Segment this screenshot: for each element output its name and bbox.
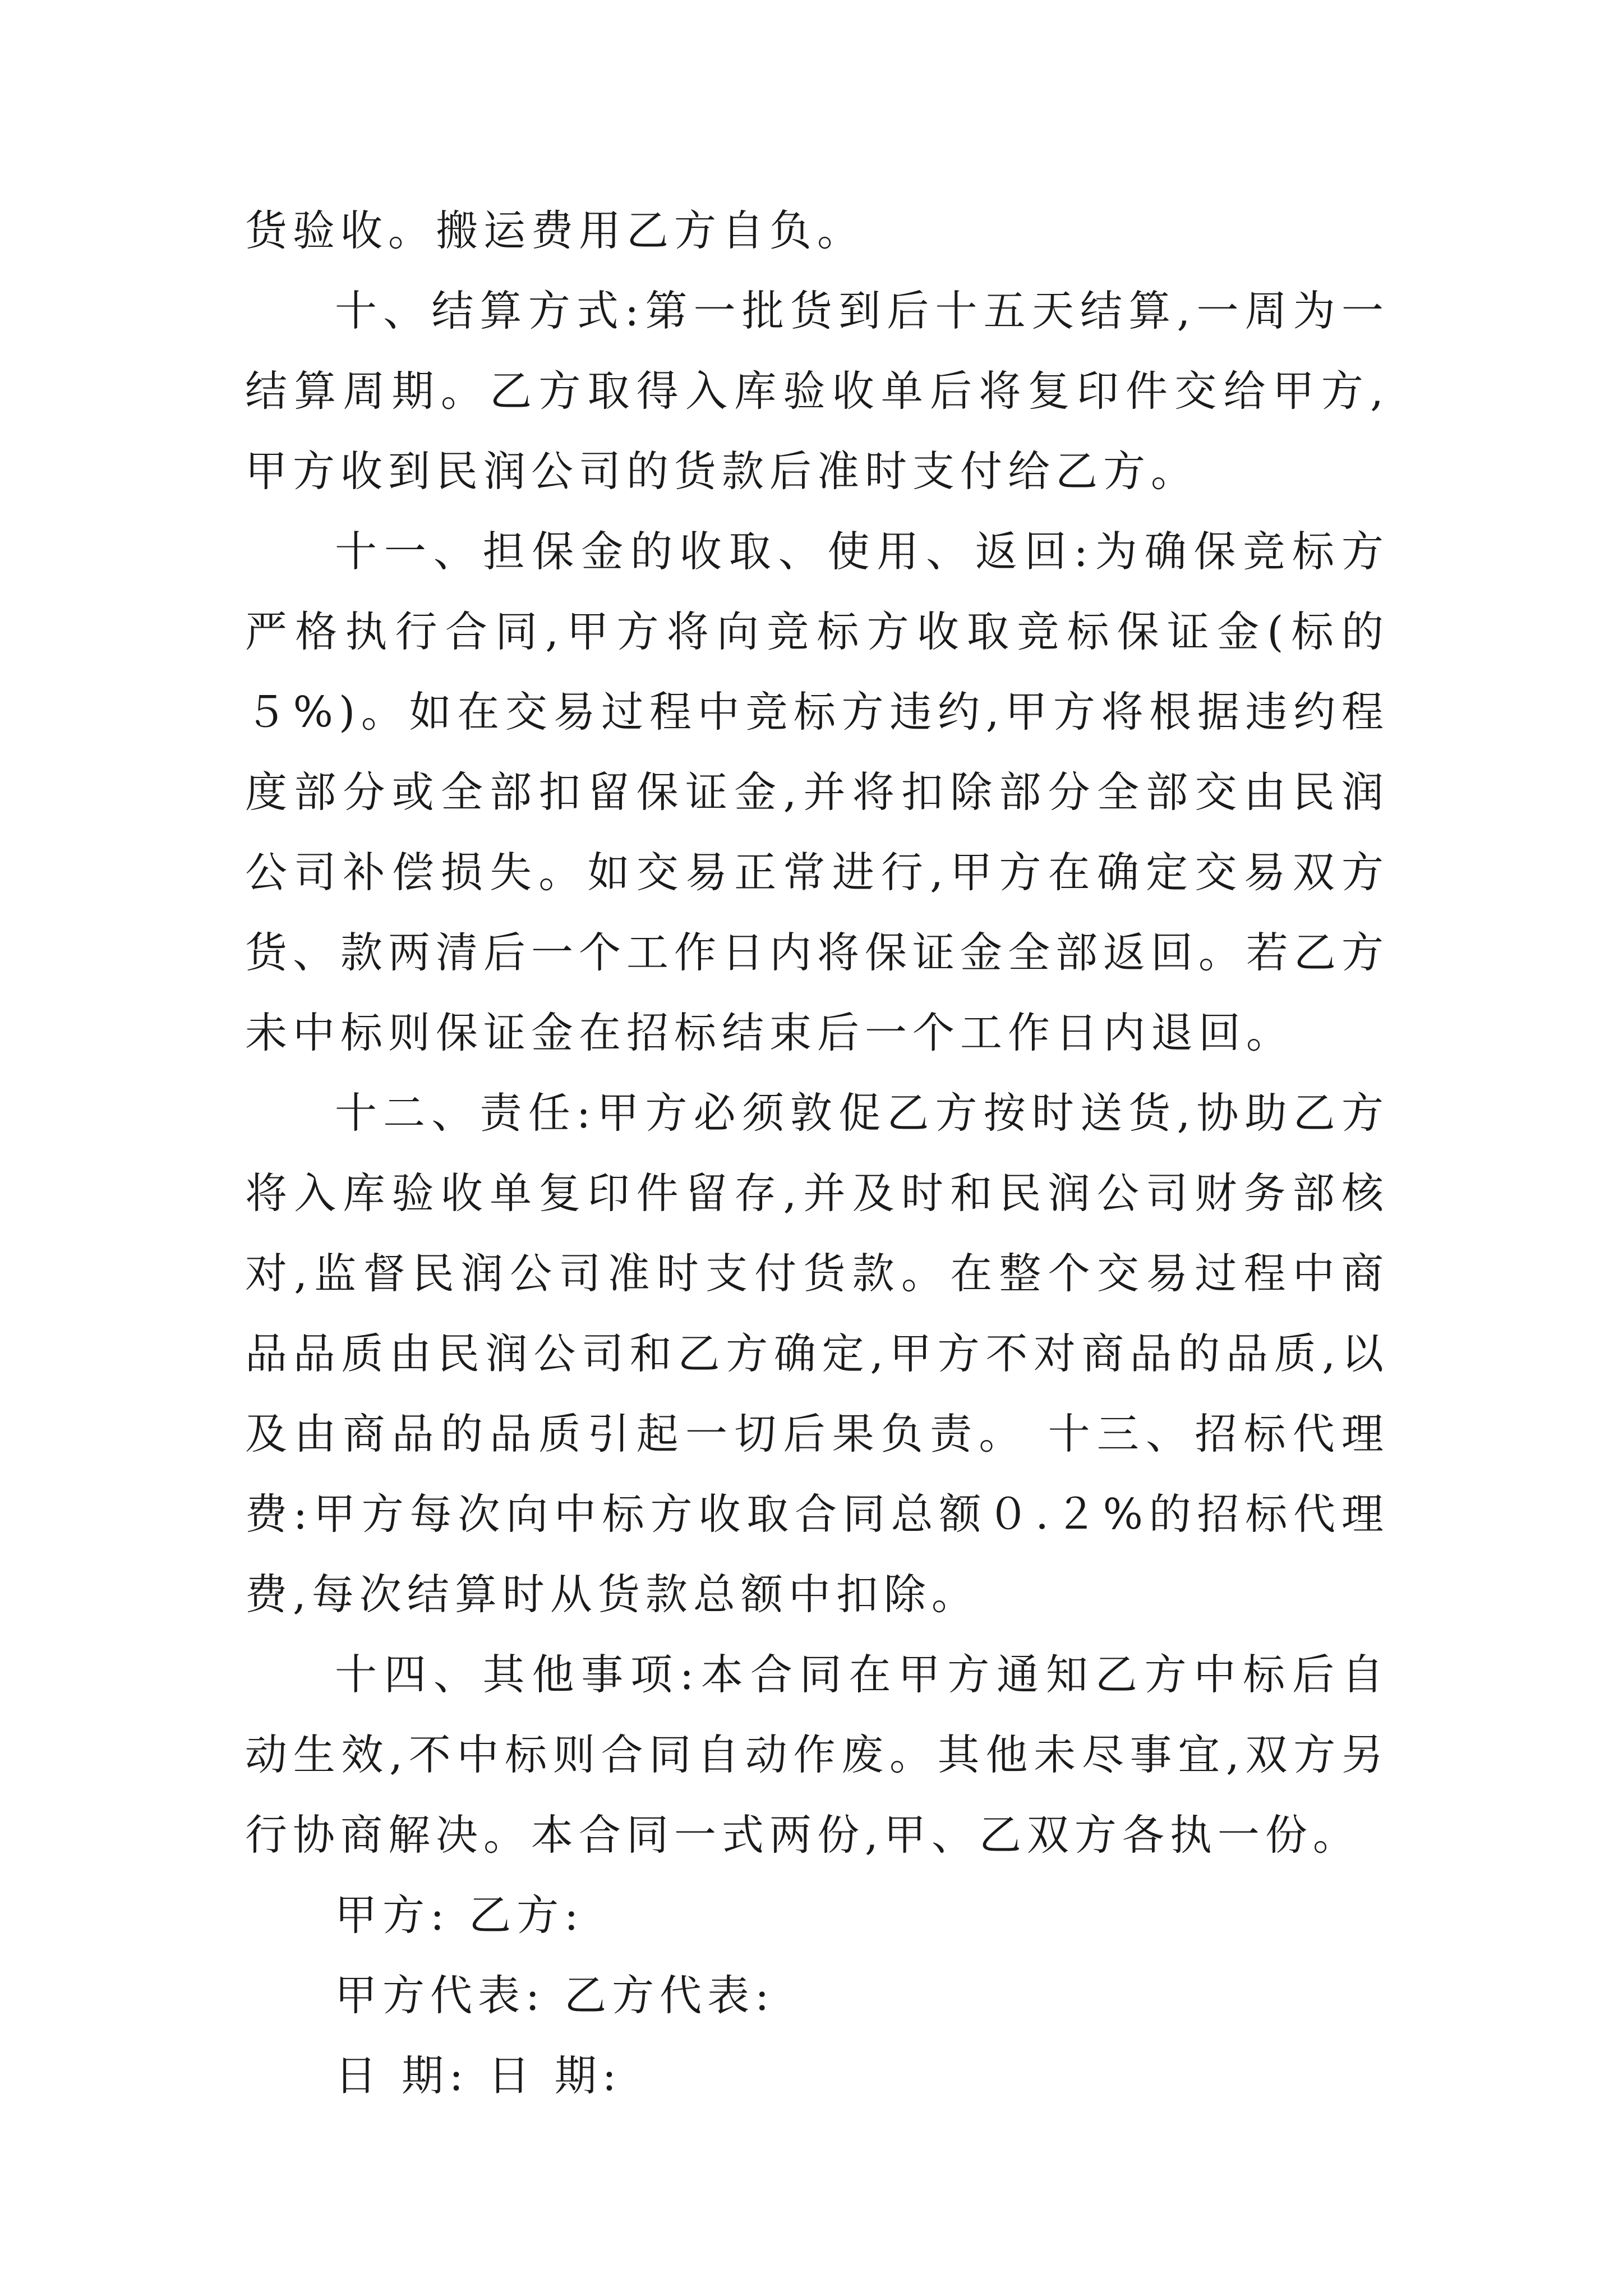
paragraph-other-matters: 十四、其他事项:本合同在甲方通知乙方中标后自动生效,不中标则合同自动作废。其他未尽事宜,双方另行协商解决。本合同一式两份,甲、乙双方各执一份。: [245, 1650, 1389, 1860]
signature-parties: 甲方: 乙方:: [335, 1890, 584, 1940]
document-body: [245, 191, 1389, 2116]
paragraph-responsibility: 十二、责任:甲方必须敦促乙方按时送货,协助乙方将入库验收单复印件留存,并及时和民润公司财务部核对,监督民润公司准时支付货款。在整个交易过程中商品品质由民润公司和乙方确定,甲方不对商品的品质,以及由商品的品质引起一切后果负责。 十三、招标代理费:甲方每次向中标方收取合同总额０.２%的招标代理费,每次结算时从货款总额中扣除。: [245, 1088, 1389, 1619]
paragraph-settlement: 十、结算方式:第一批货到后十五天结算,一周为一结算周期。乙方取得入库验收单后将复印件交给甲方,甲方收到民润公司的货款后准时支付给乙方。: [245, 286, 1389, 496]
paragraph-deposit: 十一、担保金的收取、使用、返回:为确保竞标方严格执行合同,甲方将向竞标方收取竞标保证金(标的５%)。如在交易过程中竞标方违约,甲方将根据违约程度部分或全部扣留保证金,并将扣除部分全部交由民润公司补偿损失。如交易正常进行,甲方在确定交易双方货、款两清后一个工作日内将保证金全部返回。若乙方未中标则保证金在招标结束后一个工作日内退回。: [245, 527, 1390, 1057]
signature-dates: 日 期: 日 期:: [335, 2051, 623, 2100]
signature-representatives: 甲方代表: 乙方代表:: [335, 1971, 775, 2020]
paragraph-continuation: 货验收。搬运费用乙方自负。: [245, 206, 865, 255]
